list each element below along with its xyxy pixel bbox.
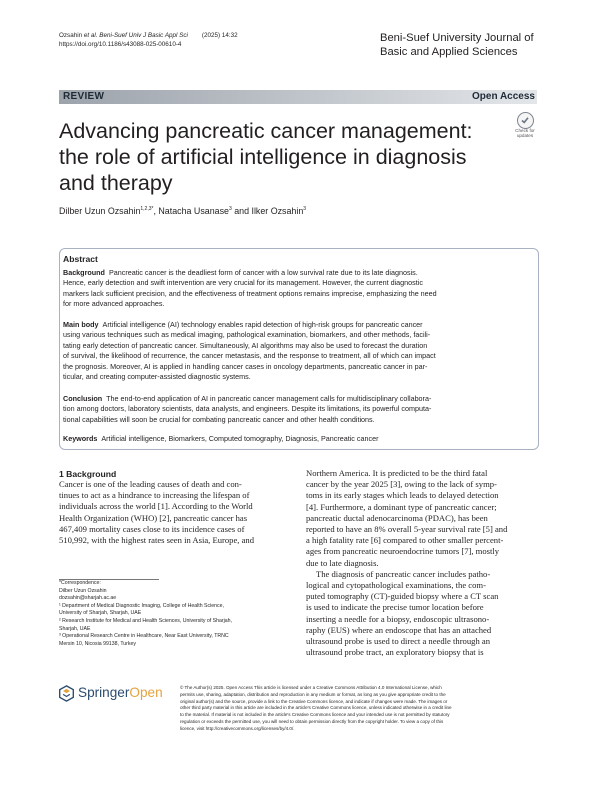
body-line: Northern America. It is predicted to be the third fatal [306, 468, 488, 478]
body-line: a high fatality rate [6] compared to other smaller percent- [306, 535, 504, 546]
abstract-line: Artificial intelligence (AI) technology enables rapid detection of high-risk groups for pancreatic cancer [102, 320, 423, 329]
license-notice [180, 685, 538, 733]
license-line: regulation or exceeds the permitted use, you will need to obtain permission directly from the copyright holder. To view a copy of this [180, 718, 444, 724]
abstract-line: tional capabilities will soon be crucial for combating pancreatic cancer and other health conditions. [63, 414, 375, 424]
body-line: individuals across the world [1]. According to the World [59, 501, 253, 512]
license-link[interactable]: licence, visit http://creativecommons.org/licenses/by/4.0/. [180, 725, 295, 731]
logo-open: Open [129, 685, 163, 700]
abstract-line: tating early detection of pancreatic cancer. Simultaneously, AI algorithms may also be used to forecast the duration [63, 340, 428, 350]
footnote-line: ² Research Institute for Medical and Health Sciences, University of Sharjah, [59, 617, 232, 624]
author-1-affiliation: 1,2,3* [140, 206, 154, 213]
author-list [59, 206, 306, 216]
journal-name [380, 31, 534, 59]
abstract-line: tion among doctors, laboratory scientists, data analysts, and engineers. Despite its limitations, its powerful computa- [63, 404, 432, 414]
footnote-line: ³ Operational Research Centre in Healthcare, Near East University, TRNC [59, 633, 229, 640]
author-2[interactable]: , Natacha Usanase [153, 206, 229, 216]
abstract-keywords [63, 434, 533, 444]
citation-header [59, 31, 238, 49]
author-1[interactable]: Dilber Uzun Ozsahin [59, 206, 141, 216]
body-line: The diagnosis of pancreatic cancer includes patho- [316, 568, 491, 579]
background-label: Background [63, 268, 105, 277]
body-line: ages from pancreatic neuroendocrine tumors [7], mostly [306, 546, 500, 557]
journal-name-line2: Basic and Applied Sciences [380, 46, 518, 58]
body-line: ultrasound probe is used to direct a needle through an [306, 636, 490, 647]
footnote-line: University of Sharjah, Sharjah, UAE [59, 610, 142, 617]
footnote-line: Dilber Uzun Ozsahin [59, 587, 107, 594]
license-line: to the material. If material is not included in the article's Creative Commons licence and your intended use is not permitted by statutory [180, 712, 450, 718]
footnote-line: *Correspondence: [59, 580, 101, 586]
abstract-line: Hence, early detection and swift intervention are very crucial for its management. However, the current diagnostic [63, 278, 423, 288]
body-line: due to late diagnosis. [306, 557, 379, 568]
body-line: pancreatic ductal adenocarcinoma (PDAC), has been [306, 512, 488, 523]
body-line: inserting a needle for a biopsy, endoscopic ultrasono- [306, 613, 490, 624]
article-type-bar [59, 90, 537, 104]
title-line-3: and therapy [59, 171, 173, 195]
abstract-line: of survival, the likelihood of recurrence, the cancer metastasis, and the response to treatment, all of which can impact [63, 351, 436, 361]
citation-author: Ozsahin [59, 32, 83, 39]
license-line: original author(s) and the source, provide a link to the Creative Commons licence, and indicate if changes were made. The images or [180, 698, 448, 704]
body-line: is used to indicate the precise tumor location before [306, 602, 484, 613]
abstract-line: Pancreatic cancer is the deadliest form of cancer with a low survival rate due to its late diagnosis. [108, 268, 418, 277]
abstract-background [63, 268, 533, 310]
journal-name-line1: Beni-Suef University Journal of [380, 32, 534, 44]
keywords-text: Artificial intelligence, Biomarkers, Computed tomography, Diagnosis, Pancreatic cancer [101, 434, 379, 443]
footnote-line: Mersin 10, Nicosia 99138, Turkey [59, 640, 136, 647]
body-line: raphy (EUS) where an endoscope that has an attached [306, 624, 492, 635]
article-title [59, 118, 529, 196]
author-3-affiliation: 3 [303, 206, 307, 213]
keywords-label: Keywords [63, 434, 98, 443]
body-line: Cancer is one of the leading causes of death and con- [59, 479, 242, 489]
abstract-main-body [63, 320, 533, 382]
abstract-line: the prognosis. Moreover, AI is applied in handling cancer cases in oncology departments, pancreatic cancer in par- [63, 361, 428, 371]
title-line-1: Advancing pancreatic cancer management: [59, 119, 473, 143]
abstract-line: markers lack sufficient precision, and the effectiveness of treatment options remains imprecise, emphasizing the need [63, 288, 437, 298]
author-3[interactable]: and Ilker Ozsahin [231, 206, 304, 216]
section-heading: 1 Background [59, 469, 117, 479]
doi-link[interactable]: https://doi.org/10.1186/s43088-025-00610-4 [59, 41, 182, 48]
abstract-line: The end-to-end application of AI in pancreatic cancer management calls for multidisciplinary collabora- [106, 394, 432, 403]
license-line: other third party material in this article are included in the article's Creative Commons licence, unless indicated otherwise in a credit line [180, 705, 452, 711]
body-line: logical and cytopathological examinations, the com- [306, 580, 486, 591]
body-line: tinues to act as a hindrance to increasing the lifespan of [59, 490, 250, 501]
abstract-conclusion [63, 394, 533, 425]
body-line: [4]. Furthermore, a dominant type of pancreatic cancer; [306, 501, 497, 512]
footnote-line: ¹ Department of Medical Diagnostic Imaging, College of Health Science, [59, 602, 224, 609]
body-left-column [59, 479, 285, 546]
body-line: 467,409 mortality cases close to its incidence cases of [59, 523, 245, 534]
citation-year: (2025) 14:32 [201, 32, 238, 39]
mainbody-label: Main body [63, 320, 99, 329]
springer-open-logo [78, 685, 163, 700]
check-for-updates-label[interactable] [507, 128, 543, 138]
title-line-2: the role of artificial intelligence in diagnosis [59, 145, 467, 169]
abstract-line: using various techniques such as medical imaging, pathological examination, biomarkers, and other methods, facili- [63, 330, 431, 340]
conclusion-label: Conclusion [63, 394, 103, 403]
footnote-line: Sharjah, UAE [59, 625, 91, 632]
license-line: permits use, sharing, adaptation, distribution and reproduction in any medium or format, as long as you give appropriate credit to the [180, 691, 446, 697]
abstract-line: ticular, and creating computer-assisted diagnostic systems. [63, 372, 251, 382]
body-line: ultrasound probe tract, an exploratory biopsy that is [306, 647, 484, 658]
correspondence-email[interactable]: dozsahin@sharjah.ac.ae [59, 595, 117, 602]
badge-line2: updates [516, 133, 534, 138]
body-line: puted tomography (CT)-guided biopsy where a CT scan [306, 591, 499, 602]
body-line: 510,992, with the highest rates seen in Asia, Europe, and [59, 535, 254, 546]
body-line: cancer by the year 2025 [3], owing to the lack of symp- [306, 479, 497, 490]
body-line: toms in its early stages which leads to delayed detection [306, 490, 499, 501]
abstract-line: for more advanced approaches. [63, 299, 165, 309]
body-line: Health Organization (WHO) [2], pancreatic cancer has [59, 512, 248, 523]
abstract-heading: Abstract [63, 254, 98, 264]
springer-open-logo-icon [58, 685, 75, 702]
logo-springer: Springer [78, 685, 130, 700]
body-line: reported to have an 8% overall 5-year survival rate [5] and [306, 524, 508, 535]
license-line: © The Author(s) 2025. Open Access This article is licensed under a Creative Commons Attribution 4.0 International License, which [180, 685, 442, 690]
author-2-affiliation: 3 [228, 206, 232, 213]
badge-line1: Check for [515, 128, 535, 133]
open-access-label: Open Access [472, 91, 535, 102]
body-right-column [306, 468, 537, 658]
article-type-label: REVIEW [63, 91, 105, 102]
footnotes [59, 580, 284, 648]
citation-journal: et al. Beni-Suef Univ J Basic Appl Sci [82, 32, 188, 39]
check-for-updates-icon[interactable] [517, 112, 534, 129]
